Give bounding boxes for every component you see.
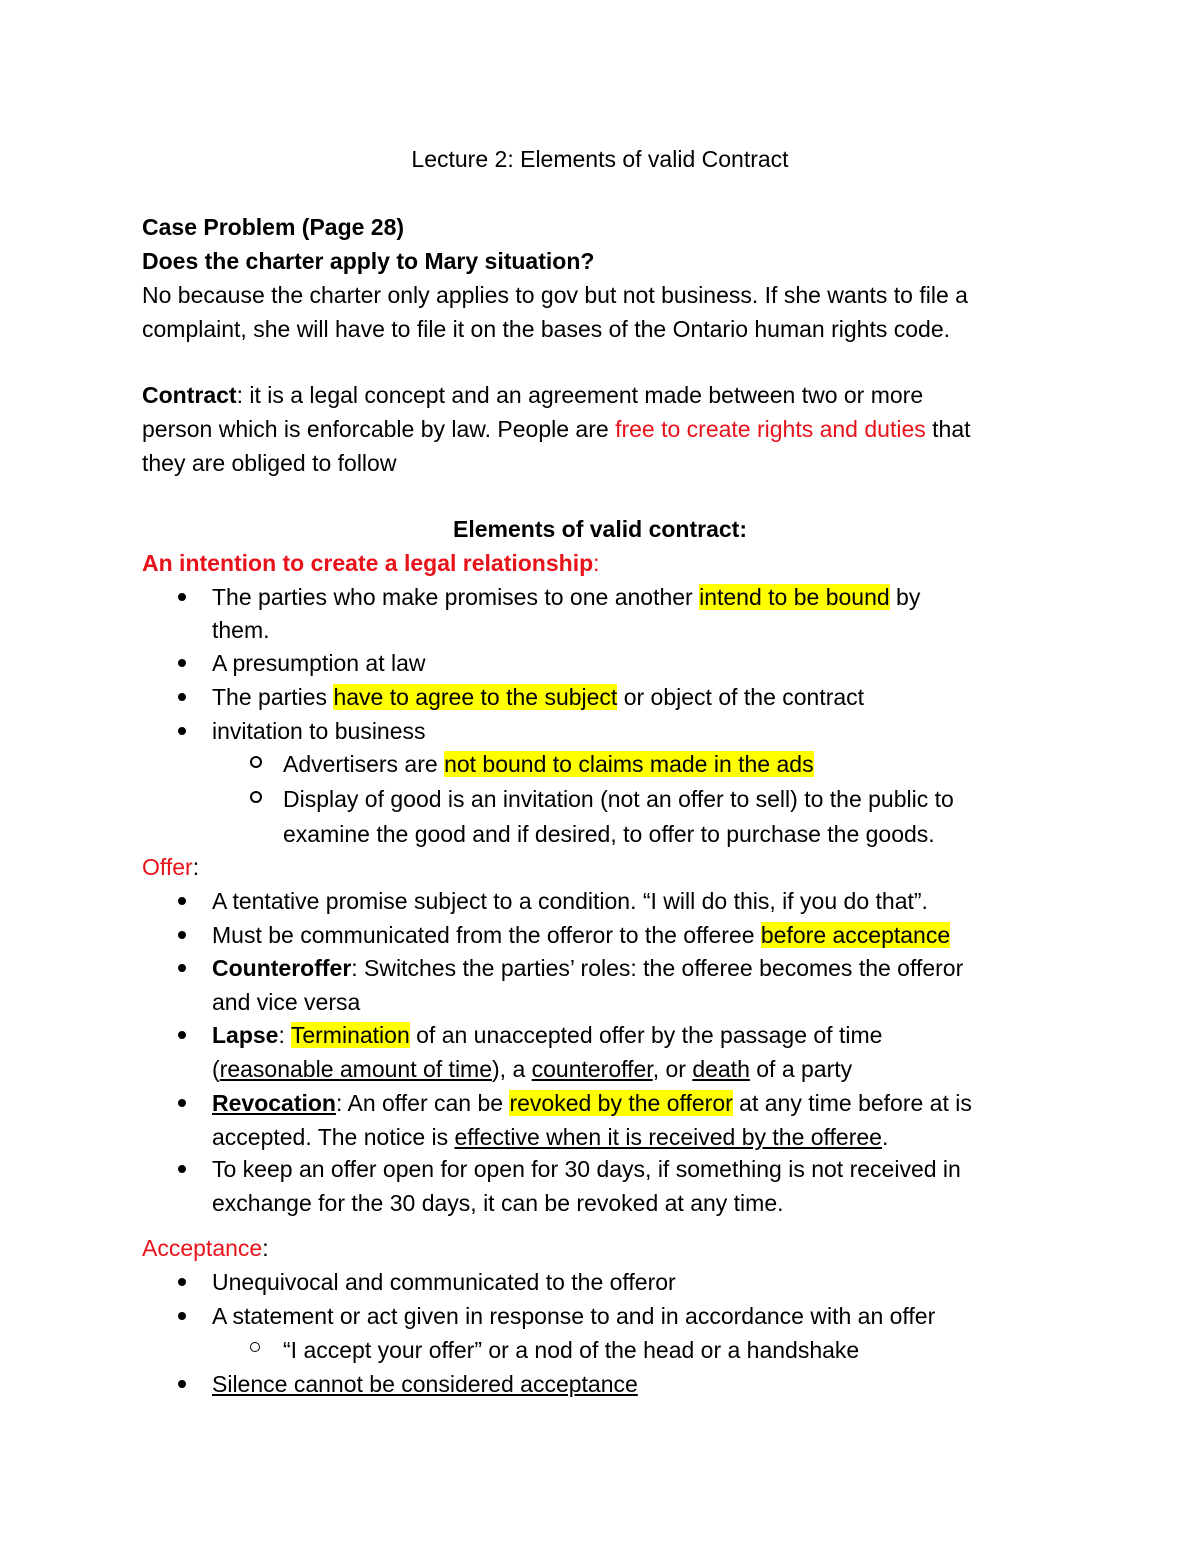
bullet-icon [178,727,186,735]
highlighted-text: have to agree to the subject [333,684,618,710]
list-item: A statement or act given in response to and in accordance with an offer [212,1299,1062,1333]
bullet-icon [178,659,186,667]
bullet-icon [178,1099,186,1107]
red-emphasis: free to create rights and duties [615,416,926,442]
bullet-icon [178,1312,186,1320]
sub-list-item: “I accept your offer” or a nod of the head or a handshake [283,1333,1063,1367]
highlighted-text: revoked by the offeror [509,1090,733,1116]
bullet-icon [178,693,186,701]
elements-heading: Elements of valid contract: [453,516,747,542]
list-item: Silence cannot be considered acceptance [212,1367,1062,1401]
hollow-bullet-icon [250,756,262,768]
highlighted-text: not bound to claims made in the ads [444,751,814,777]
hollow-bullet-icon [250,1342,260,1352]
list-item: To keep an offer open for open for 30 days, if something is not received in [212,1152,1062,1186]
list-item: Counteroffer: Switches the parties’ roles: the offeree becomes the offeror [212,951,1062,985]
list-item: The parties who make promises to one another intend to be bound by [212,580,1062,614]
bullet-icon [178,964,186,972]
highlighted-text: before acceptance [760,922,951,948]
list-item: A presumption at law [212,646,1062,680]
contract-definition-line1: Contract: it is a legal concept and an agreement made between two or more [142,382,924,408]
contract-definition-line2: person which is enforcable by law. People are free to create rights and duties that [142,416,971,442]
list-item: A tentative promise subject to a condition. “I will do this, if you do that”. [212,884,1062,918]
bullet-icon [178,1031,186,1039]
contract-definition-line3: they are obliged to follow [142,450,397,476]
offer-heading: Offer: [142,854,200,880]
bullet-icon [178,1278,186,1286]
list-item: Must be communicated from the offeror to the offeree before acceptance [212,918,1062,952]
hollow-bullet-icon [250,791,262,803]
list-item: Unequivocal and communicated to the offeror [212,1265,1062,1299]
list-item: Revocation: An offer can be revoked by the offeror at any time before at is [212,1086,1062,1120]
list-item: Lapse: Termination of an unaccepted offer by the passage of time [212,1018,1062,1052]
case-problem-heading: Case Problem (Page 28) [142,214,405,240]
bullet-icon [178,1165,186,1173]
case-problem-answer-line1: No because the charter only applies to gov but not business. If she wants to file a [142,282,968,308]
list-item-continuation: them. [212,617,270,643]
acceptance-heading: Acceptance: [142,1235,269,1261]
sub-list-item: Advertisers are not bound to claims made in the ads [283,747,1063,781]
list-item: invitation to business [212,714,1062,748]
bullet-icon [178,897,186,905]
sub-list-item-continuation: examine the good and if desired, to offer to purchase the goods. [283,821,935,847]
intention-heading: An intention to create a legal relationship: [142,550,600,576]
sub-list-item: Display of good is an invitation (not an offer to sell) to the public to [283,782,1063,816]
list-item-continuation: accepted. The notice is effective when it is received by the offeree. [212,1124,889,1150]
list-item-continuation: (reasonable amount of time), a counteroffer, or death of a party [212,1056,853,1082]
list-item: The parties have to agree to the subject or object of the contract [212,680,1062,714]
contract-term: Contract [142,382,237,408]
page-title: Lecture 2: Elements of valid Contract [411,146,789,172]
list-item-continuation: exchange for the 30 days, it can be revoked at any time. [212,1190,784,1216]
highlighted-text: Termination [290,1022,410,1048]
list-item-continuation: and vice versa [212,989,361,1015]
case-problem-answer-line2: complaint, she will have to file it on the bases of the Ontario human rights code. [142,316,950,342]
bullet-icon [178,931,186,939]
bullet-icon [178,1380,186,1388]
case-problem-question: Does the charter apply to Mary situation? [142,248,595,274]
highlighted-text: intend to be bound [699,584,890,610]
bullet-icon [178,593,186,601]
